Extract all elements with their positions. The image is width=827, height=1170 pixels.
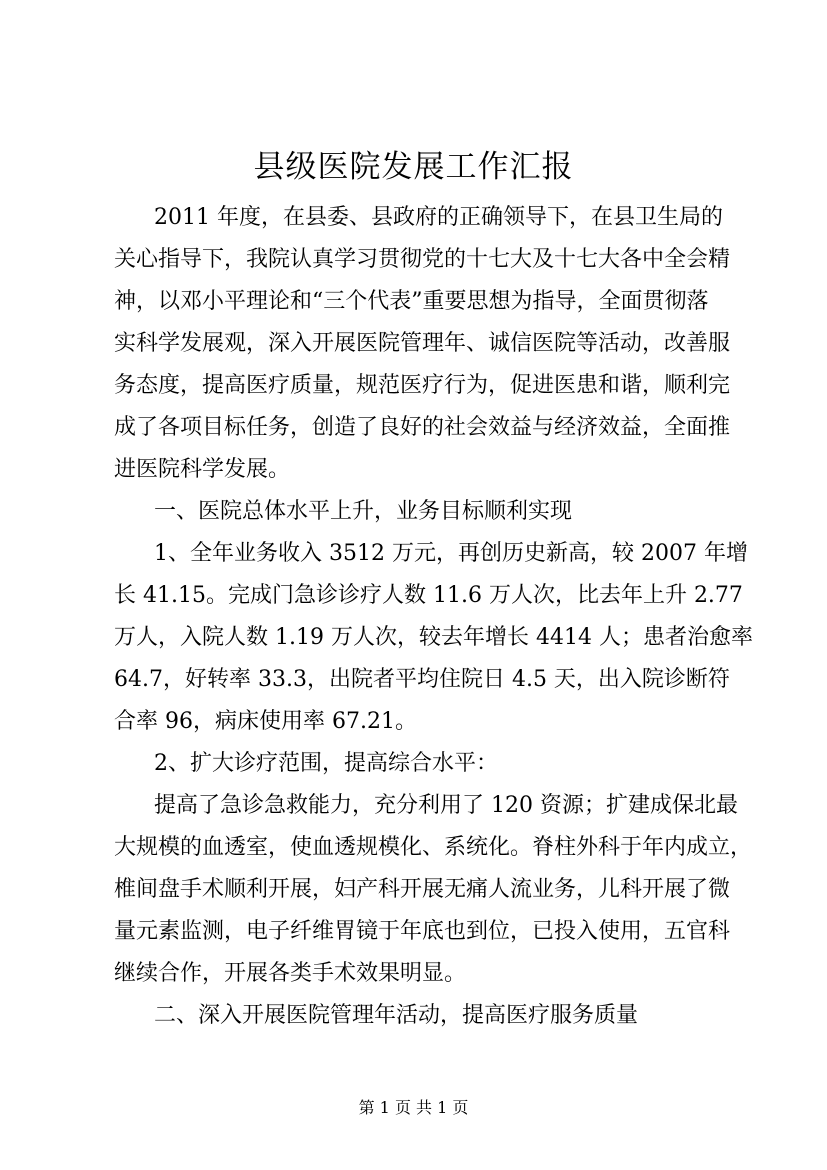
paragraph-line: 万人，入院人数 1.19 万人次，较去年增长 4414 人；患者治愈率 [114, 625, 753, 650]
paragraph-line: 1、全年业务收入 3512 万元，再创历史新高，较 2007 年增 [154, 541, 748, 566]
paragraph-line: 大规模的血透室，使血透规模化、系统化。脊柱外科于年内成立， [114, 835, 753, 860]
paragraph-line: 成了各项目标任务，创造了良好的社会效益与经济效益，全面推 [114, 415, 731, 440]
document-title: 县级医院发展工作汇报 [253, 149, 574, 185]
paragraph-line: 继续合作，开展各类手术效果明显。 [114, 961, 467, 986]
section-heading: 一、医院总体水平上升，业务目标顺利实现 [154, 499, 573, 524]
subsection-heading: 2、扩大诊疗范围，提高综合水平： [154, 751, 498, 776]
paragraph-line: 提高了急诊急救能力，充分利用了 120 资源；扩建成保北最 [154, 793, 738, 818]
paragraph-line: 神，以邓小平理论和“三个代表”重要思想为指导，全面贯彻落 [114, 289, 709, 314]
paragraph-line: 实科学发展观，深入开展医院管理年、诚信医院等活动，改善服 [114, 331, 731, 356]
paragraph-line: 关心指导下，我院认真学习贯彻党的十七大及十七大各中全会精 [114, 247, 731, 272]
paragraph-line: 64.7，好转率 33.3，出院者平均住院日 4.5 天，出入院诊断符 [114, 667, 730, 692]
paragraph-line: 2011 年度，在县委、县政府的正确领导下，在县卫生局的 [154, 205, 723, 230]
paragraph-line: 合率 96，病床使用率 67.21。 [114, 709, 417, 734]
paragraph-line: 椎间盘手术顺利开展，妇产科开展无痛人流业务，儿科开展了微 [114, 877, 731, 902]
paragraph-line: 务态度，提高医疗质量，规范医疗行为，促进医患和谐，顺利完 [114, 373, 731, 398]
section-heading: 二、深入开展医院管理年活动，提高医疗服务质量 [154, 1003, 639, 1028]
paragraph-line: 量元素监测，电子纤维胃镜于年底也到位，已投入使用，五官科 [114, 919, 731, 944]
page-footer: 第 1 页 共 1 页 [358, 1098, 469, 1117]
paragraph-line: 进医院科学发展。 [114, 457, 291, 482]
paragraph-line: 长 41.15。完成门急诊诊疗人数 11.6 万人次，比去年上升 2.77 [114, 583, 743, 608]
